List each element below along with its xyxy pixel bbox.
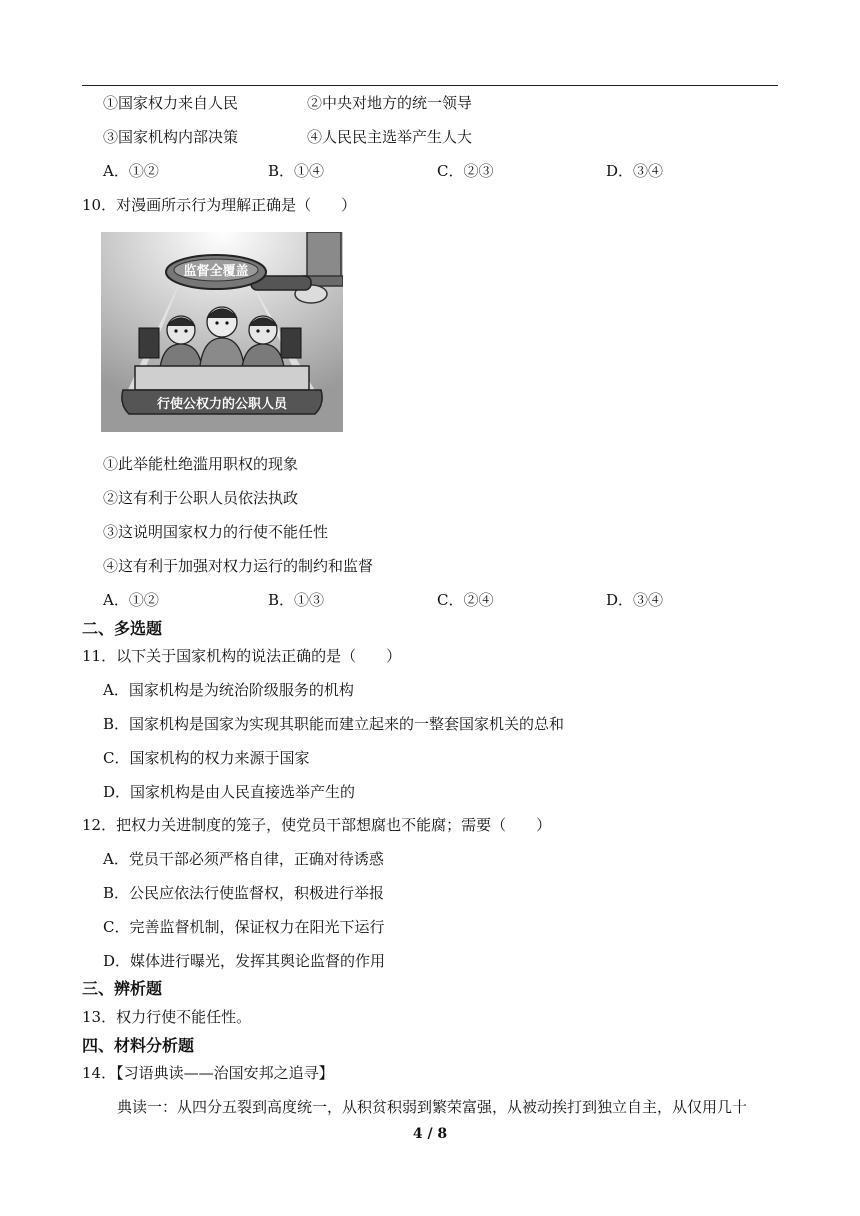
q12-stem: 12．把权力关进制度的笼子，使党员干部想腐也不能腐；需要（ ） bbox=[82, 816, 552, 834]
cartoon-illustration bbox=[101, 232, 343, 432]
q10-choice-d: D．③④ bbox=[606, 591, 664, 609]
q12-choice-a: A．党员干部必须严格自律，正确对待诱惑 bbox=[103, 850, 384, 868]
section-heading-material-analysis: 四、材料分析题 bbox=[82, 1036, 195, 1055]
q10-stem: 10．对漫画所示行为理解正确是（ ） bbox=[82, 196, 357, 214]
q11-choice-d: D．国家机构是由人民直接选举产生的 bbox=[103, 783, 356, 801]
cartoon-bottom-label: 行使公权力的公职人员 bbox=[156, 397, 288, 412]
page-number: 4 / 8 bbox=[412, 1126, 448, 1142]
q14-text: 典读一：从四分五裂到高度统一，从积贫积弱到繁荣富强，从被动挨打到独立自主，从仅用几十 bbox=[117, 1098, 748, 1116]
q9-option-3: ③国家机构内部决策 bbox=[103, 128, 239, 146]
q11-choice-b: B．国家机构是国家为实现其职能而建立起来的一整套国家机关的总和 bbox=[103, 715, 565, 733]
q12-choice-b: B．公民应依法行使监督权，积极进行举报 bbox=[103, 884, 385, 902]
q14-stem: 14．【习语典读——治国安邦之追寻】 bbox=[82, 1064, 334, 1082]
q10-item-2: ②这有利于公职人员依法执政 bbox=[103, 489, 299, 507]
q9-option-4: ④人民民主选举产生人大 bbox=[307, 128, 473, 146]
q11-stem: 11．以下关于国家机构的说法正确的是（ ） bbox=[82, 647, 402, 665]
q10-item-3: ③这说明国家权力的行使不能任性 bbox=[103, 523, 329, 541]
q9-choice-b: B．①④ bbox=[268, 162, 325, 180]
q9-option-2: ②中央对地方的统一领导 bbox=[307, 94, 473, 112]
q10-choice-b: B．①③ bbox=[268, 591, 325, 609]
q11-choice-a: A．国家机构是为统治阶级服务的机构 bbox=[103, 681, 354, 699]
q12-choice-d: D．媒体进行曝光，发挥其舆论监督的作用 bbox=[103, 952, 386, 970]
q13-stem: 13．权力行使不能任性。 bbox=[82, 1008, 252, 1026]
cartoon-top-label: 监督全覆盖 bbox=[183, 264, 249, 279]
q10-choice-c: C．②④ bbox=[437, 591, 494, 609]
q10-item-4: ④这有利于加强对权力运行的制约和监督 bbox=[103, 557, 374, 575]
q9-choice-d: D．③④ bbox=[606, 162, 664, 180]
section-heading-multiple-choice: 二、多选题 bbox=[82, 619, 163, 638]
section-heading-analysis: 三、辨析题 bbox=[82, 979, 163, 998]
q11-choice-c: C．国家机构的权力来源于国家 bbox=[103, 749, 310, 767]
q9-option-1: ①国家权力来自人民 bbox=[103, 94, 239, 112]
q9-choice-a: A．①② bbox=[103, 162, 159, 180]
q9-choice-c: C．②③ bbox=[437, 162, 494, 180]
q10-choice-a: A．①② bbox=[103, 591, 159, 609]
q10-item-1: ①此举能杜绝滥用职权的现象 bbox=[103, 455, 299, 473]
q12-choice-c: C．完善监督机制，保证权力在阳光下运行 bbox=[103, 918, 385, 936]
header-rule bbox=[82, 85, 778, 86]
